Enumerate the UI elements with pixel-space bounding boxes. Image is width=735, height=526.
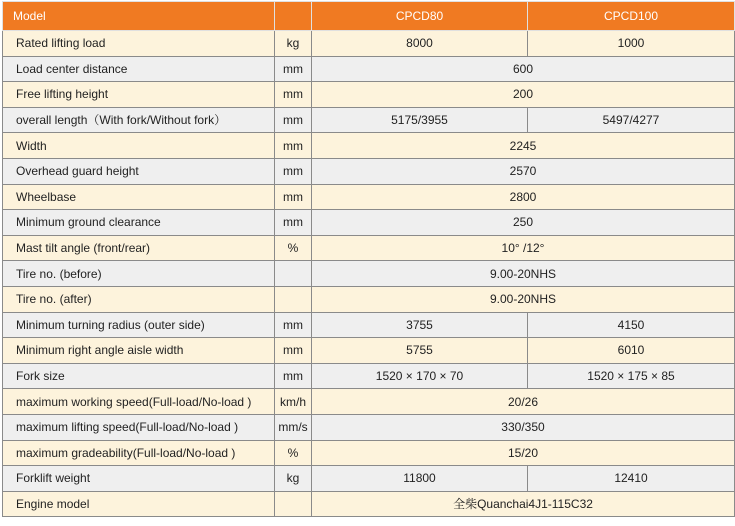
row-unit: mm	[275, 158, 312, 184]
row-unit	[275, 286, 312, 312]
row-unit: %	[275, 440, 312, 466]
row-value-shared: 200	[312, 82, 735, 108]
row-value-cpcd80: 11800	[312, 466, 528, 492]
table-row	[3, 363, 735, 389]
row-value-cpcd100: 5497/4277	[528, 107, 735, 133]
row-label: Tire no. (before)	[3, 261, 275, 287]
row-value-cpcd100: 1000	[528, 31, 735, 57]
row-unit: mm	[275, 210, 312, 236]
row-unit: kg	[275, 466, 312, 492]
table-row	[3, 133, 735, 159]
header-label: Model	[3, 2, 275, 31]
table-row	[3, 440, 735, 466]
table-row	[3, 82, 735, 108]
table-row	[3, 56, 735, 82]
row-label: maximum working speed(Full-load/No-load )	[3, 389, 275, 415]
table-row	[3, 31, 735, 57]
row-value-shared: 600	[312, 56, 735, 82]
row-unit: kg	[275, 31, 312, 57]
row-unit	[275, 491, 312, 517]
header-unit	[275, 2, 312, 31]
row-label: Overhead guard height	[3, 158, 275, 184]
row-unit	[275, 261, 312, 287]
row-label: Engine model	[3, 491, 275, 517]
table-row	[3, 158, 735, 184]
row-value-cpcd100: 1520 × 175 × 85	[528, 363, 735, 389]
row-label: Mast tilt angle (front/rear)	[3, 235, 275, 261]
row-value-shared: 10° /12°	[312, 235, 735, 261]
row-unit: mm	[275, 56, 312, 82]
row-label: Minimum ground clearance	[3, 210, 275, 236]
row-label: Rated lifting load	[3, 31, 275, 57]
row-unit: mm	[275, 107, 312, 133]
row-label: Free lifting height	[3, 82, 275, 108]
row-label: maximum gradeability(Full-load/No-load )	[3, 440, 275, 466]
row-label: Fork size	[3, 363, 275, 389]
row-value-cpcd100: 4150	[528, 312, 735, 338]
row-label: maximum lifting speed(Full-load/No-load )	[3, 414, 275, 440]
row-value-shared: 250	[312, 210, 735, 236]
row-unit: mm	[275, 338, 312, 364]
row-value-shared: 2245	[312, 133, 735, 159]
table-row	[3, 107, 735, 133]
row-value-shared: 20/26	[312, 389, 735, 415]
table-row	[3, 389, 735, 415]
table-row	[3, 286, 735, 312]
row-unit: mm	[275, 312, 312, 338]
row-value-shared: 330/350	[312, 414, 735, 440]
row-value-cpcd80: 5175/3955	[312, 107, 528, 133]
table-row	[3, 235, 735, 261]
row-label: Minimum right angle aisle width	[3, 338, 275, 364]
row-label: Forklift weight	[3, 466, 275, 492]
row-value-cpcd80: 3755	[312, 312, 528, 338]
row-label: Load center distance	[3, 56, 275, 82]
row-value-shared: 2570	[312, 158, 735, 184]
table-row	[3, 312, 735, 338]
row-unit: mm/s	[275, 414, 312, 440]
row-value-cpcd100: 12410	[528, 466, 735, 492]
row-label: Width	[3, 133, 275, 159]
table-row	[3, 491, 735, 517]
header-model-cpcd80: CPCD80	[312, 2, 528, 31]
header-model-cpcd100: CPCD100	[528, 2, 735, 31]
header-row	[3, 2, 735, 31]
table-row	[3, 414, 735, 440]
row-value-shared: 9.00-20NHS	[312, 261, 735, 287]
row-unit: km/h	[275, 389, 312, 415]
row-value-shared: 15/20	[312, 440, 735, 466]
row-value-cpcd80: 1520 × 170 × 70	[312, 363, 528, 389]
spec-body	[3, 31, 735, 517]
table-row	[3, 184, 735, 210]
row-unit: mm	[275, 82, 312, 108]
spec-table	[2, 1, 735, 517]
row-unit: %	[275, 235, 312, 261]
row-label: Minimum turning radius (outer side)	[3, 312, 275, 338]
row-value-shared: 9.00-20NHS	[312, 286, 735, 312]
row-unit: mm	[275, 363, 312, 389]
table-row	[3, 338, 735, 364]
row-value-shared: 2800	[312, 184, 735, 210]
row-value-cpcd80: 5755	[312, 338, 528, 364]
row-unit: mm	[275, 133, 312, 159]
row-label: Wheelbase	[3, 184, 275, 210]
row-unit: mm	[275, 184, 312, 210]
table-row	[3, 261, 735, 287]
row-label: Tire no. (after)	[3, 286, 275, 312]
row-value-cpcd100: 6010	[528, 338, 735, 364]
row-label: overall length（With fork/Without fork）	[3, 107, 275, 133]
row-value-cpcd80: 8000	[312, 31, 528, 57]
row-value-shared: 全柴Quanchai4J1-115C32	[312, 491, 735, 517]
table-row	[3, 466, 735, 492]
table-row	[3, 210, 735, 236]
